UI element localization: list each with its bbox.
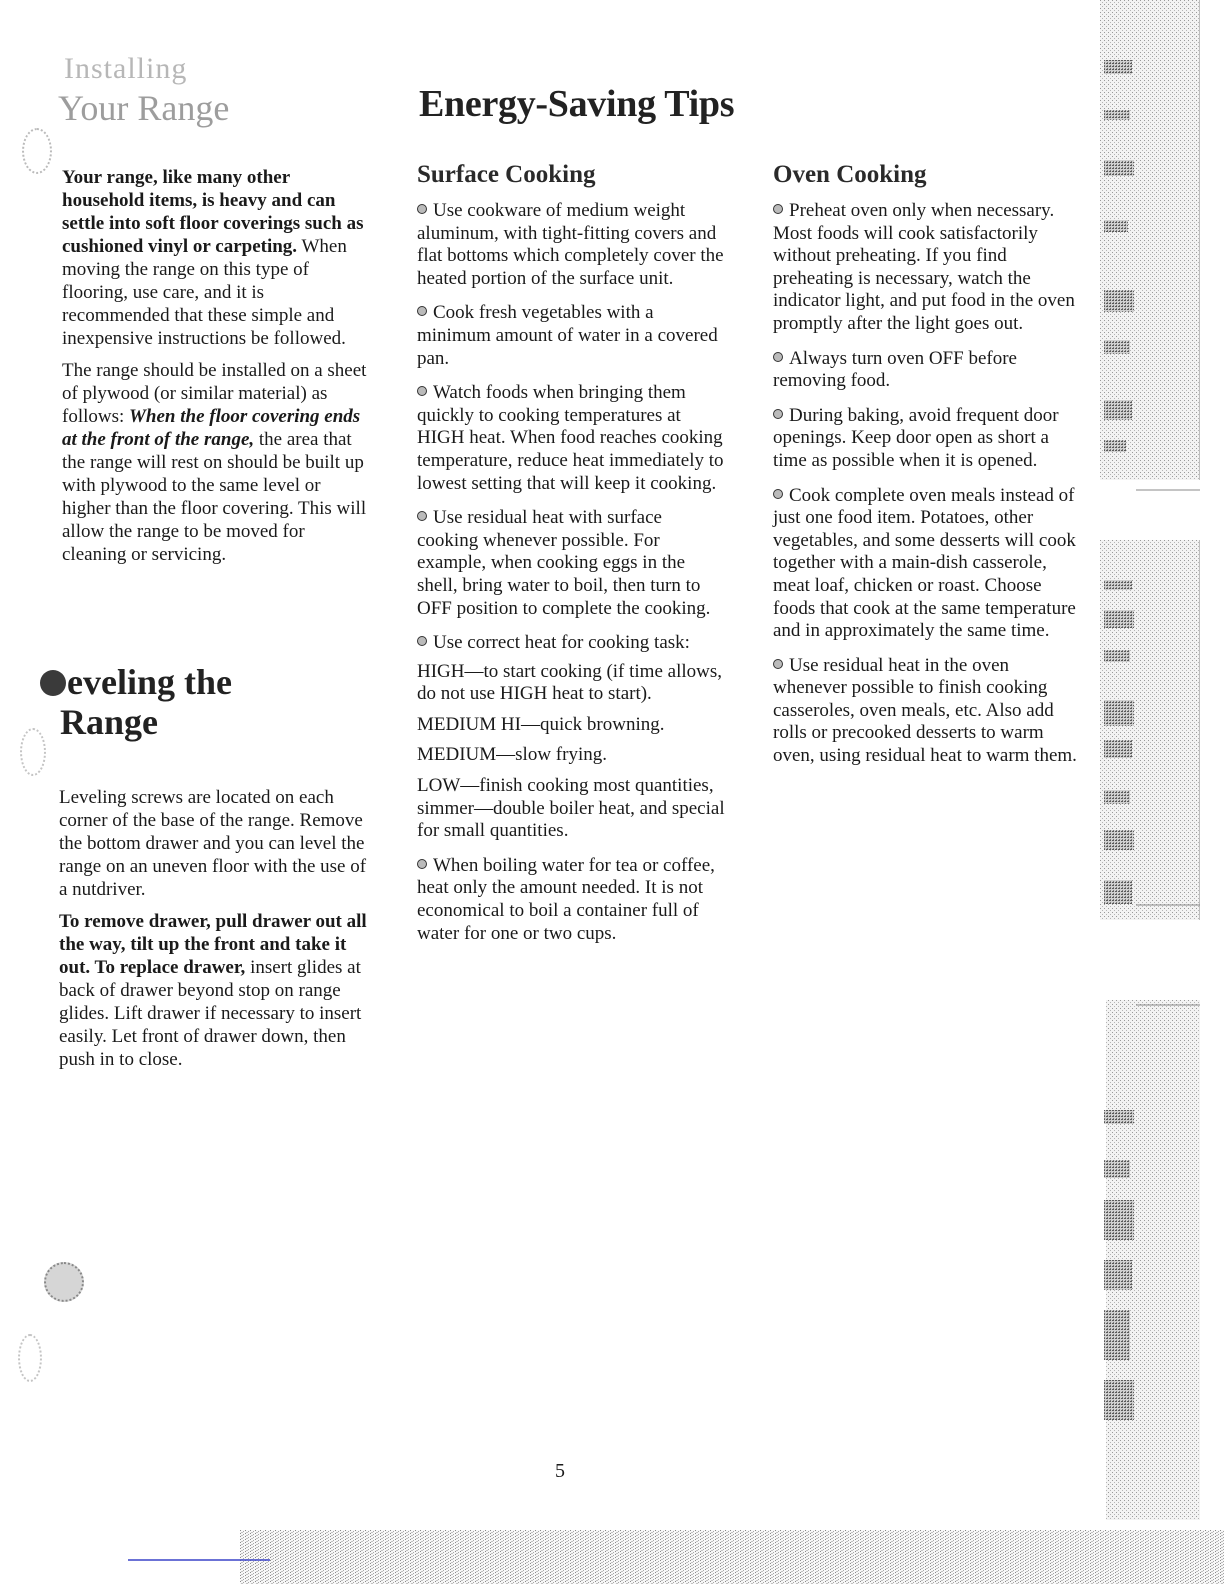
page-title: Energy-Saving Tips [419,83,735,125]
oven-tip [773,200,1078,336]
leveling-heading [40,662,340,742]
oven-tip-text: Cook complete oven meals instead of just one food item. Potatoes, other vegetables, and some desserts will cook together with a main-dish casserole, meat loaf, chicken or roast. Choose foods that cook at the same temperature and in approximately the same time. [773,484,1076,642]
surface-cooking-column [417,160,725,957]
oven-tip [773,655,1078,768]
bullet-icon [773,659,783,669]
leveling-paragraph-1: Leveling screws are located on each corner of the base of the range. Remove the bottom drawer and you can level the range on an uneven floor with the use of a nutdriver. [59,787,367,900]
leveling-paragraph-2 [59,910,367,1071]
surface-tip [417,382,725,495]
installing-paragraph-2-rest: the area that the range will rest on should be built up with plywood to the same level or higher than the floor covering. This will allow the range to be moved for cleaning or servicing. [62,429,367,565]
installing-heading-line1: Installing [64,52,188,85]
page-number: 5 [555,1460,565,1482]
leveling-paragraph-2-rest: insert glides at back of drawer beyond stop on range glides. Lift drawer if necessary to insert easily. Let front of drawer down, then push in to close. [59,957,362,1070]
leveling-heading-line2: Range [60,702,158,742]
oven-cooking-heading: Oven Cooking [773,161,927,188]
heat-level-medium: MEDIUM—slow frying. [417,744,607,766]
binder-hole-icon [20,728,46,776]
index-tab-strip [1100,0,1224,1584]
bullet-icon [773,489,783,499]
surface-cooking-heading: Surface Cooking [417,161,596,188]
surface-tip [417,632,725,655]
installing-text [62,166,370,575]
heat-level-low: LOW—finish cooking most quantities, simmer—double boiler heat, and special for small quantities. [417,775,725,842]
installing-heading [58,50,358,128]
bullet-icon [417,306,427,316]
bullet-icon [417,386,427,396]
leveling-heading-line1-text: eveling the [67,662,232,702]
oven-tip [773,405,1078,473]
bullet-icon [773,204,783,214]
binder-hole-icon [44,1262,84,1302]
oven-cooking-column [773,160,1078,780]
oven-tip [773,348,1078,393]
leveling-paragraph-2-bold: To remove drawer, pull drawer out all the way, tilt up the front and take it out. To replace drawer, [59,911,367,978]
bullet-icon [417,636,427,646]
binder-hole-icon [18,1334,42,1382]
leveling-heading-line1 [40,662,340,702]
scan-edge-noise [0,1530,1224,1584]
oven-tip-text: During baking, avoid frequent door openings. Keep door open as short a time as possible when it is opened. [773,404,1059,471]
surface-tip-text: Use cookware of medium weight aluminum, with tight-fitting covers and flat bottoms which completely cover the heated portion of the surface unit. [417,200,724,289]
installing-paragraph-1 [62,166,370,350]
index-tab-strip-graphic [1100,0,1224,1584]
oven-tip-text: Preheat oven only when necessary. Most foods will cook satisfactorily without preheating. If you find preheating is necessary, watch the indicator light, and put food in the oven promptly after the light goes out. [773,200,1075,334]
surface-tip-text: Watch foods when bringing them quickly to cooking temperatures at HIGH heat. When food reaches cooking temperature, reduce heat immediately to lowest setting that will keep it cooking. [417,382,724,494]
heat-level-medium-hi: MEDIUM HI—quick browning. [417,713,665,735]
heat-level-high: HIGH—to start cooking (if time allows, do not use HIGH heat to start). [417,660,723,705]
surface-tip [417,302,725,370]
installing-paragraph-1-rest: When moving the range on this type of flooring, use care, and it is recommended that these simple and inexpensive instructions be followed. [62,236,347,349]
installing-paragraph-1-bold: Your range, like many other household items, is heavy and can settle into soft floor coverings such as cushioned vinyl or carpeting. [62,167,364,257]
bullet-icon [773,352,783,362]
installing-heading-line2: Your Range [58,88,230,128]
bullet-icon [417,204,427,214]
surface-tip-text: Use correct heat for cooking task: [433,632,690,654]
oven-tip [773,485,1078,643]
drop-cap-l-icon [40,670,66,696]
binder-hole-icon [22,128,52,174]
surface-tip-text: When boiling water for tea or coffee, heat only the amount needed. It is not economical to boil a container full of water for one or two cups. [417,854,715,944]
surface-tip-text: Use residual heat with surface cooking whenever possible. For example, when cooking eggs in the shell, bring water to boil, then turn to OFF position to complete the cooking. [417,507,711,619]
bullet-icon [773,409,783,419]
installing-paragraph-2-emphasis: When the floor covering ends at the front of the range, [62,406,361,450]
surface-tip [417,855,725,945]
installing-paragraph-2-start: The range should be installed on a sheet of plywood (or similar material) as follows: [62,360,367,427]
oven-tip-text: Use residual heat in the oven whenever possible to finish cooking casseroles, oven meals, etc. Also add rolls or precooked desserts to warm oven, using residual heat to warm them. [773,654,1077,767]
leveling-text [59,786,367,1080]
surface-tip [417,507,725,620]
surface-tip-text: Cook fresh vegetables with a minimum amount of water in a covered pan. [417,302,718,369]
surface-tip [417,200,725,290]
bullet-icon [417,859,427,869]
installing-paragraph-2 [62,359,370,566]
bullet-icon [417,511,427,521]
oven-tip-text: Always turn oven OFF before removing food. [773,347,1017,392]
